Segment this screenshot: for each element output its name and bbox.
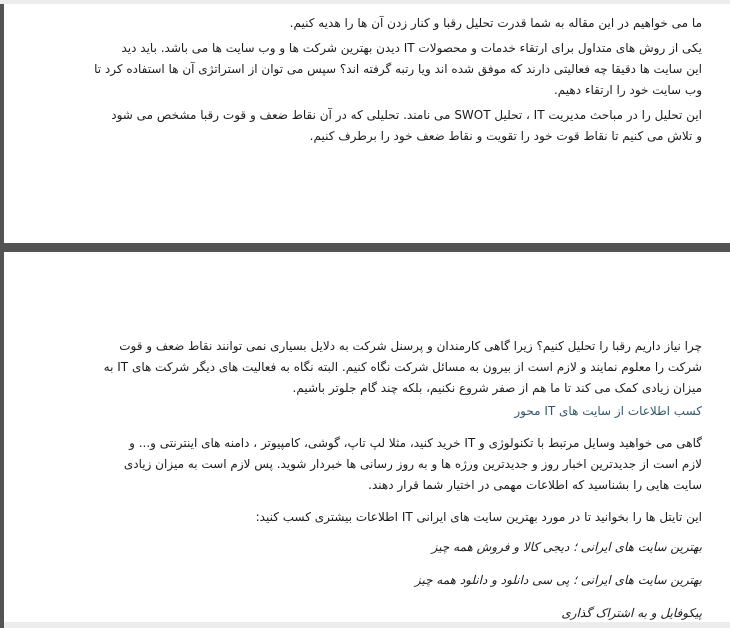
text-line: شرکت را معلوم نمایند و لازم است از بیرون به مسائل شرکت نگاه کنیم. البته نگاه به فعالیت های دیگر شرکت های IT به [103,360,702,374]
page-1 [4,4,730,243]
list-item-digikala: بهترین سایت های ایرانی ؛ دیجی کالا و فروش همه چیز [431,540,702,554]
paragraph-buying-info [18,433,702,496]
text-line: چرا نیاز داریم رقبا را تحلیل کنیم؟ زیرا گاهی کارمندان و پرسنل شرکت به دلایل بسیاری نمی توانند نقاط ضعف و قوت [119,339,702,353]
list-item-p30download: بهترین سایت های ایرانی ؛ پی سی دانلود و دانلود همه چیز [414,573,702,587]
paragraph-method [18,38,702,101]
page-2 [4,252,730,622]
paragraph-read-titles: این تایتل ها را بخوانید تا در مورد بهترین سایت های ایرانی IT اطلاعات بیشتری کسب کنید: [255,510,702,524]
page-break-band [0,243,730,252]
text-line: این سایت ها دقیقا چه فعالیتی دارند که موفق شده اند ویا رتبه گرفته اند؟ سپس می توان از استراتژی آن ها استفاده کرد تا [94,62,702,76]
text-line: یکی از روش های متداول برای ارتقاء خدمات و محصولات IT دیدن بهترین شرکت ها و وب سایت ها می باشد. باید دید [121,41,702,55]
text-line: میزان زیادی کمک می کند تا ما هم از صفر شروع نکنیم، بلکه چند گام جلوتر باشیم. [292,381,702,395]
paragraph-why-analyze [18,336,702,399]
text-line: و تلاش می کنیم تا نقاط قوت خود را تقویت و نقاط ضعف خود را برطرف کنیم. [309,129,702,143]
section-heading-it-sites: کسب اطلاعات از سایت های IT محور [514,404,702,418]
paragraph-swot [18,105,702,147]
text-line: گاهی می خواهید وسایل مرتبط با تکنولوژی و IT خرید کنید، مثلا لپ تاپ، گوشی، کامپیوتر ، دامنه های اینترنتی و... و [129,436,702,450]
text-line: ما می خواهیم در این مقاله به شما قدرت تحلیل رقبا و کنار زدن آن ها را هدیه کنیم. [289,16,702,30]
text-line: این تحلیل را در مباحث مدیریت IT ، تحلیل SWOT می نامند. تحلیلی که در آن نقاط ضعف و قوت رقبا مشخص می شود [111,108,702,122]
list-item-picofile: پیکوفایل و به اشتراک گذاری [561,606,702,620]
paragraph-intro-gift [18,13,702,34]
text-line: سایت هایی را بشناسید که اطلاعات مهمی در اختیار شما قرار دهند. [368,478,702,492]
viewer-bottom-edge [4,622,730,628]
text-line: لازم است از جدیدترین اخبار روز و جدیدترین ورژه ها و به روز رسانی ها خبردار شوید. پس لازم است به میزان زیادی [123,457,702,471]
text-line: وب سایت خود را ارتقاء دهیم. [553,83,702,97]
